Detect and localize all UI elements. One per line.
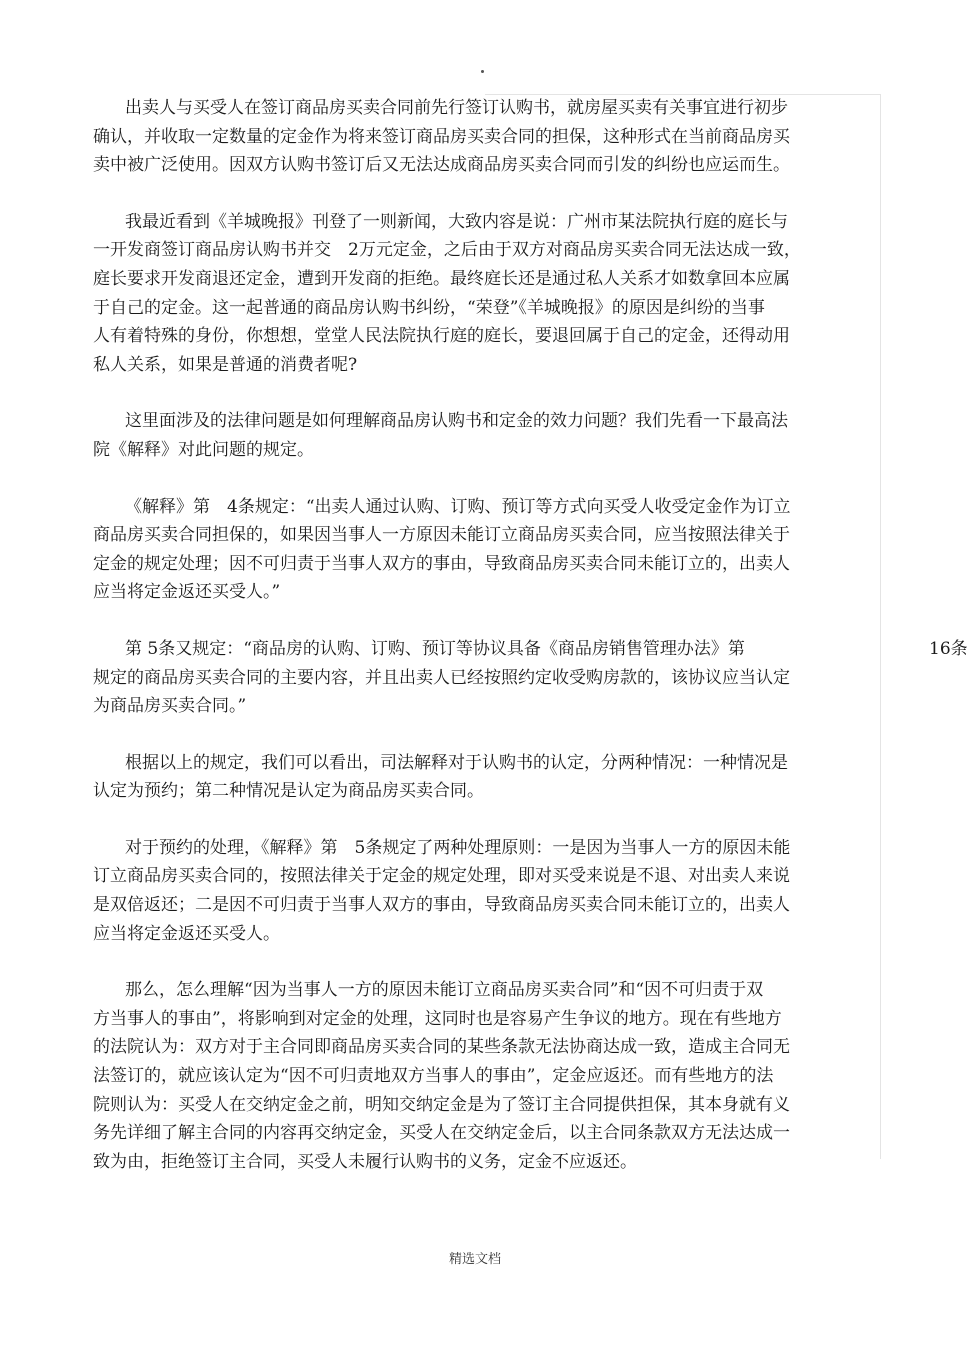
- text-line: 订立商品房买卖合同的，按照法律关于定金的规定处理，即对买受来说是不退、对出卖人来说: [93, 866, 790, 887]
- paragraph-2: [93, 208, 863, 380]
- paragraph-8: [93, 976, 863, 1176]
- text-line: 应当将定金返还买受人。”: [93, 582, 281, 603]
- article-number-16: 16条: [929, 638, 968, 659]
- text-line: 方当事人的事由”，将影响到对定金的处理，这同时也是容易产生争议的地方。现在有些地方: [93, 1008, 782, 1029]
- page-footer: 精选文档: [448, 1252, 501, 1267]
- text-line: 规定的商品房买卖合同的主要内容，并且出卖人已经按照约定收受购房款的，该协议应当认定: [93, 667, 790, 688]
- text-line: 于自己的定金。这一起普通的商品房认购书纠纷，“荣登”《羊城晚报》的原因是纠纷的当事: [93, 297, 765, 318]
- text-line: 出卖人与买受人在签订商品房买卖合同前先行签订认购书，就房屋买卖有关事宜进行初步: [125, 98, 788, 118]
- text-line: 商品房买卖合同担保的，如果因当事人一方原因未能订立商品房买卖合同，应当按照法律关于: [93, 525, 790, 546]
- text-line: [93, 635, 968, 664]
- paragraph-7: [93, 834, 863, 948]
- text-line: 根据以上的规定，我们可以看出，司法解释对于认购书的认定，分两种情况：一种情况是: [125, 752, 788, 773]
- paragraph-6: [93, 749, 863, 806]
- paragraph-5: [93, 635, 968, 721]
- text-line: 私人关系，如果是普通的消费者呢?: [93, 354, 358, 375]
- text-line: 定金的规定处理；因不可归责于当事人双方的事由，导致商品房买卖合同未能订立的，出卖人: [93, 553, 790, 574]
- page-marker-dot: [481, 70, 484, 73]
- text-line: 致为由，拒绝签订主合同，买受人未履行认购书的义务，定金不应返还。: [93, 1151, 637, 1172]
- text-line: 应当将定金返还买受人。: [93, 923, 280, 944]
- text-line: 那么，怎么理解“因为当事人一方的原因未能订立商品房买卖合同”和“因不可归责于双: [125, 980, 764, 1001]
- text-line: 认定为预约；第二种情况是认定为商品房买卖合同。: [93, 781, 484, 802]
- text-line: 人有着特殊的身份，你想想，堂堂人民法院执行庭的庭长，要退回属于自己的定金，还得动用: [93, 326, 790, 347]
- text-line: 庭长要求开发商退还定金，遭到开发商的拒绝。最终庭长还是通过私人关系才如数拿回本应属: [93, 268, 790, 289]
- paragraph-4: [93, 493, 863, 607]
- text-line: 是双倍返还；二是因不可归责于当事人双方的事由，导致商品房买卖合同未能订立的，出卖人: [93, 895, 790, 916]
- text-line: 一开发商签订商品房认购书并交 2万元定金，之后由于双方对商品房买卖合同无法达成一致，: [93, 240, 801, 261]
- text-line: 院则认为：买受人在交纳定金之前，明知交纳定金是为了签订主合同提供担保，其本身就有义: [93, 1094, 790, 1115]
- text-line: 卖中被广泛使用。因双方认购书签订后又无法达成商品房买卖合同而引发的纠纷也应运而生。: [93, 155, 790, 176]
- text-line: 为商品房买卖合同。”: [93, 696, 247, 717]
- text-line-main: 第 5条又规定：“商品房的认购、订购、预订等协议具备《商品房销售管理办法》第: [125, 638, 745, 659]
- text-line: 院《解释》对此问题的规定。: [93, 439, 314, 460]
- text-line: 的法院认为：双方对于主合同即商品房买卖合同的某些条款无法协商达成一致，造成主合同无: [93, 1037, 790, 1058]
- text-line: 对于预约的处理，《解释》第 5条规定了两种处理原则：一是因为当事人一方的原因未能: [125, 837, 791, 858]
- text-line: 这里面涉及的法律问题是如何理解商品房认购书和定金的效力问题？我们先看一下最高法: [125, 411, 788, 432]
- text-line: 《解释》第 4条规定：“出卖人通过认购、订购、预订等方式向买受人收受定金作为订立: [125, 496, 791, 517]
- text-line: 确认，并收取一定数量的定金作为将来签订商品房买卖合同的担保，这种形式在当前商品房买: [93, 126, 790, 147]
- page-border-right: [880, 94, 881, 1159]
- text-line: 务先详细了解主合同的内容再交纳定金，买受人在交纳定金后，以主合同条款双方无法达成一: [93, 1123, 790, 1144]
- text-line: 法签订的，就应该认定为“因不可归责地双方当事人的事由”，定金应返还。而有些地方的法: [93, 1066, 774, 1087]
- document-body: [93, 94, 968, 1204]
- paragraph-3: [93, 407, 863, 464]
- paragraph-1: [93, 94, 863, 180]
- text-line: 我最近看到《羊城晚报》刊登了一则新闻，大致内容是说：广州市某法院执行庭的庭长与: [125, 211, 788, 232]
